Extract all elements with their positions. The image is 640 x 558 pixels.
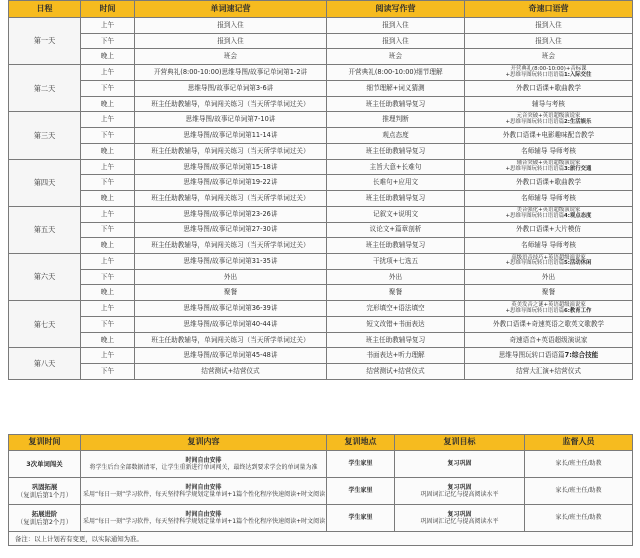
time-cell: 上午 [81, 348, 135, 364]
review-time-cell [9, 478, 81, 505]
schedule-header-cell: 时间 [81, 1, 135, 18]
oral-camp-topic: 1:入际交往 [563, 71, 592, 78]
reading-camp-cell: 主旨大意+长难句 [327, 159, 465, 175]
review-time-label: 拓展进阶 [31, 510, 58, 518]
oral-camp-cell: 外教口语课+电影趣味配音教学 [465, 128, 633, 144]
oral-camp-text-2: +思维导图玩转口语语篇 [505, 307, 564, 314]
oral-camp-cell: 外教口语课+奇速英语之歌英文歌教学 [465, 316, 633, 332]
oral-camp-topic: 7:综合技能 [564, 351, 599, 360]
review-table [8, 434, 633, 546]
review-time-label: 3次单词闯关 [26, 460, 63, 468]
time-cell: 下午 [81, 175, 135, 191]
review-row [9, 451, 633, 478]
oral-camp-text: 开营典礼(8:00-10:00)+音标课 [510, 65, 587, 72]
vocab-camp-cell: 班主任助教辅导，单词闯关练习（当天所学单词过关） [135, 96, 327, 112]
review-time-label: 巩固拓展 [31, 483, 58, 491]
schedule-row [9, 348, 633, 364]
oral-camp-cell: 报到入住 [465, 18, 633, 34]
review-note-row [9, 532, 633, 546]
vocab-camp-cell: 班主任助教辅导，单词闯关练习（当天所学单词过关） [135, 143, 327, 159]
reading-camp-cell: 干扰项+七选五 [327, 254, 465, 270]
reading-camp-cell: 短文改错+书面表达 [327, 316, 465, 332]
reading-camp-cell: 聚餐 [327, 285, 465, 301]
schedule-header-cell: 奇速口语营 [465, 1, 633, 18]
day-cell: 第八天 [9, 348, 81, 380]
time-cell: 上午 [81, 301, 135, 317]
review-header-cell: 复训内容 [81, 435, 327, 451]
oral-camp-cell [465, 348, 633, 364]
schedule-row [9, 206, 633, 222]
schedule-row [9, 316, 633, 332]
schedule-row [9, 222, 633, 238]
oral-camp-cell: 名师辅导 导师考核 [465, 238, 633, 254]
vocab-camp-cell: 聚餐 [135, 285, 327, 301]
vocab-camp-cell: 思维导图/故事记单词第40-44讲 [135, 316, 327, 332]
review-content-cell [81, 451, 327, 478]
reading-camp-cell: 推理判断 [327, 112, 465, 128]
time-cell: 下午 [81, 128, 135, 144]
vocab-camp-cell: 班主任助教辅导，单词闯关练习（当天所学单词过关） [135, 191, 327, 207]
oral-camp-cell: 结营大汇演+结营仪式 [465, 364, 633, 380]
oral-camp-cell: 外出 [465, 269, 633, 285]
time-cell: 晚上 [81, 191, 135, 207]
oral-camp-cell [465, 206, 633, 222]
reading-camp-cell: 书面表达+听力理解 [327, 348, 465, 364]
review-goal-title: 复习巩固 [447, 510, 472, 518]
review-goal-desc: 巩固词汇记忆与提高阅读水平 [420, 518, 499, 525]
reading-camp-cell: 长难句+应用文 [327, 175, 465, 191]
vocab-camp-cell: 思维导图/故事记单词第11-14讲 [135, 128, 327, 144]
oral-camp-cell [465, 254, 633, 270]
review-content-desc: 采用“每日一刻”学习软件，每天坚持科学规划定量单词+1篇个性化程序快速阅读+时文阅读 [83, 518, 326, 525]
oral-camp-cell: 聚餐 [465, 285, 633, 301]
schedule-row [9, 143, 633, 159]
review-place-cell: 学生家里 [327, 478, 395, 505]
vocab-camp-cell: 思维导图/故事记单词第19-22讲 [135, 175, 327, 191]
time-cell: 上午 [81, 112, 135, 128]
time-cell: 下午 [81, 269, 135, 285]
oral-camp-cell [465, 159, 633, 175]
review-time-sub: （复训后第2个月） [16, 518, 73, 526]
time-cell: 下午 [81, 364, 135, 380]
oral-camp-cell [465, 65, 633, 81]
schedule-row [9, 33, 633, 49]
schedule-row [9, 191, 633, 207]
reading-camp-cell: 报到入住 [327, 33, 465, 49]
oral-camp-cell: 辅导与考核 [465, 96, 633, 112]
vocab-camp-cell: 报到入住 [135, 33, 327, 49]
reading-camp-cell: 议论文+篇章剖析 [327, 222, 465, 238]
oral-camp-cell: 外教口语课+歌曲教学 [465, 80, 633, 96]
vocab-camp-cell: 班主任助教辅导，单词闯关练习（当天所学单词过关） [135, 238, 327, 254]
time-cell: 上午 [81, 254, 135, 270]
review-content-desc: 将学生后台全部数据清零，让学生重新进行单词闯关，最终达到要求学会的单词量为准 [89, 464, 318, 471]
day-cell: 第七天 [9, 301, 81, 348]
vocab-camp-cell: 班会 [135, 49, 327, 65]
schedule-row [9, 175, 633, 191]
reading-camp-cell: 班主任助教辅导复习 [327, 332, 465, 348]
review-goal-cell [395, 478, 525, 505]
oral-camp-text-2: +思维导图玩转口语语篇 [505, 71, 564, 78]
schedule-body [9, 18, 633, 380]
vocab-camp-cell: 思维导图/故事记单词第7-10讲 [135, 112, 327, 128]
oral-camp-text-2: +思维导图玩转口语语篇 [505, 260, 564, 267]
review-content-title: 时间自由安排 [185, 510, 222, 518]
oral-camp-text-2: +思维导图玩转口语语篇 [505, 118, 564, 125]
schedule-row [9, 96, 633, 112]
time-cell: 晚上 [81, 143, 135, 159]
schedule-row [9, 238, 633, 254]
reading-camp-cell: 细节理解+词义猜测 [327, 80, 465, 96]
schedule-row [9, 49, 633, 65]
review-time-sub: （复训后第1个月） [16, 491, 73, 499]
time-cell: 晚上 [81, 332, 135, 348]
review-content-cell [81, 478, 327, 505]
time-cell: 上午 [81, 206, 135, 222]
time-cell: 下午 [81, 316, 135, 332]
oral-camp-topic: 6:教育工作 [563, 307, 592, 314]
time-cell: 下午 [81, 80, 135, 96]
reading-camp-cell: 开营典礼(8:00-10:00)细节理解 [327, 65, 465, 81]
schedule-header-cell: 阅读写作营 [327, 1, 465, 18]
time-cell: 上午 [81, 159, 135, 175]
review-header-cell: 复训时间 [9, 435, 81, 451]
oral-camp-cell: 奇速语音+英语超级演说家 [465, 332, 633, 348]
review-content-cell [81, 505, 327, 532]
review-row [9, 478, 633, 505]
schedule-row [9, 269, 633, 285]
oral-camp-cell: 报到入住 [465, 33, 633, 49]
review-time-cell [9, 451, 81, 478]
reading-camp-cell: 班主任助教辅导复习 [327, 238, 465, 254]
oral-camp-topic: 4:观点态度 [563, 213, 592, 220]
vocab-camp-cell: 外出 [135, 269, 327, 285]
review-content-desc: 采用“每日一刻”学习软件，每天坚持科学规划定量单词+1篇个性化程序快速阅读+时文阅读 [83, 491, 326, 498]
review-header-cell: 监督人员 [525, 435, 633, 451]
vocab-camp-cell: 班主任助教辅导，单词闯关练习（当天所学单词过关） [135, 332, 327, 348]
review-goal-title: 复习巩固 [447, 483, 472, 491]
oral-camp-cell [465, 112, 633, 128]
review-supervisor-cell: 家长/班主任/助教 [525, 451, 633, 478]
schedule-row [9, 65, 633, 81]
oral-camp-text: 英美发音之谜+英语超级演说家 [511, 301, 586, 308]
review-goal-cell [395, 505, 525, 532]
review-note: 备注：以上计划若有变更，以实际通知为准。 [9, 532, 633, 546]
oral-camp-text: 辅音突破+英语超级演说家 [516, 160, 581, 167]
schedule-row [9, 364, 633, 380]
schedule-row [9, 112, 633, 128]
vocab-camp-cell: 思维导图/故事记单词第31-35讲 [135, 254, 327, 270]
day-cell: 第三天 [9, 112, 81, 159]
oral-camp-topic: 2:生活娱乐 [563, 118, 592, 125]
review-header-row [9, 435, 633, 451]
schedule-row [9, 332, 633, 348]
schedule-header-row [9, 1, 633, 18]
oral-camp-cell: 名师辅导 导师考核 [465, 191, 633, 207]
day-cell: 第一天 [9, 18, 81, 65]
reading-camp-cell: 观点态度 [327, 128, 465, 144]
vocab-camp-cell: 思维导图/故事记单词第36-39讲 [135, 301, 327, 317]
day-cell: 第四天 [9, 159, 81, 206]
oral-camp-text: 高级语音技巧+英语超级演说家 [511, 254, 586, 261]
vocab-camp-cell: 报到入住 [135, 18, 327, 34]
oral-camp-cell: 名师辅导 导师考核 [465, 143, 633, 159]
time-cell: 上午 [81, 65, 135, 81]
review-body [9, 451, 633, 546]
schedule-wrapper [8, 0, 632, 543]
vocab-camp-cell: 思维导图/故事记单词第45-48讲 [135, 348, 327, 364]
time-cell: 晚上 [81, 49, 135, 65]
review-place-cell: 学生家里 [327, 451, 395, 478]
time-cell: 下午 [81, 222, 135, 238]
reading-camp-cell: 班主任助教辅导复习 [327, 191, 465, 207]
vocab-camp-cell: 思维导图/故事记单词第3-6讲 [135, 80, 327, 96]
vocab-camp-cell: 思维导图/故事记单词第15-18讲 [135, 159, 327, 175]
review-content-title: 时间自由安排 [185, 483, 222, 491]
oral-camp-cell: 外教口语课+歌曲教学 [465, 175, 633, 191]
time-cell: 上午 [81, 18, 135, 34]
review-goal-title: 复习巩固 [447, 460, 472, 468]
schedule-row [9, 80, 633, 96]
vocab-camp-cell: 思维导图/故事记单词第23-26讲 [135, 206, 327, 222]
review-header-cell: 复训目标 [395, 435, 525, 451]
time-cell: 下午 [81, 33, 135, 49]
oral-camp-topic: 5:活动休闲 [563, 260, 592, 267]
oral-camp-topic: 3:旅行交通 [563, 165, 592, 172]
reading-camp-cell: 报到入住 [327, 18, 465, 34]
day-cell: 第二天 [9, 65, 81, 112]
review-header-cell: 复训地点 [327, 435, 395, 451]
oral-camp-text-2: +思维导图玩转口语语篇 [505, 165, 564, 172]
schedule-row [9, 301, 633, 317]
schedule-row [9, 285, 633, 301]
vocab-camp-cell: 思维导图/故事记单词第27-30讲 [135, 222, 327, 238]
review-time-cell [9, 505, 81, 532]
schedule-row [9, 254, 633, 270]
review-row [9, 505, 633, 532]
review-supervisor-cell: 家长/班主任/助教 [525, 505, 633, 532]
day-cell: 第六天 [9, 254, 81, 301]
schedule-row [9, 18, 633, 34]
oral-camp-text: 思维导图玩转口语语篇 [498, 351, 565, 360]
vocab-camp-cell: 开营典礼(8:00-10:00)思维导图/故事记单词第1-2讲 [135, 65, 327, 81]
reading-camp-cell: 外出 [327, 269, 465, 285]
schedule-row [9, 128, 633, 144]
reading-camp-cell: 班会 [327, 49, 465, 65]
day-cell: 第五天 [9, 206, 81, 253]
review-goal-desc: 巩固词汇记忆与提高阅读水平 [420, 491, 499, 498]
reading-camp-cell: 记叙文+说明文 [327, 206, 465, 222]
reading-camp-cell: 班主任助教辅导复习 [327, 143, 465, 159]
time-cell: 晚上 [81, 238, 135, 254]
review-goal-cell [395, 451, 525, 478]
oral-camp-cell: 班会 [465, 49, 633, 65]
review-place-cell: 学生家里 [327, 505, 395, 532]
review-supervisor-cell: 家长/班主任/助教 [525, 478, 633, 505]
reading-camp-cell: 完形填空+语法填空 [327, 301, 465, 317]
reading-camp-cell: 班主任助教辅导复习 [327, 96, 465, 112]
schedule-table [8, 0, 633, 380]
schedule-header-cell: 日程 [9, 1, 81, 18]
oral-camp-text: 元音突破+英语超级演说家 [516, 112, 581, 119]
time-cell: 晚上 [81, 285, 135, 301]
schedule-row [9, 159, 633, 175]
oral-camp-text: 美音强化+英语超级演说家 [516, 207, 581, 214]
schedule-header-cell: 单词速记营 [135, 1, 327, 18]
vocab-camp-cell: 结营测试+结营仪式 [135, 364, 327, 380]
oral-camp-cell: 外教口语课+大片模仿 [465, 222, 633, 238]
oral-camp-cell [465, 301, 633, 317]
time-cell: 晚上 [81, 96, 135, 112]
review-content-title: 时间自由安排 [185, 456, 222, 464]
reading-camp-cell: 结营测试+结营仪式 [327, 364, 465, 380]
oral-camp-text-2: +思维导图玩转口语语篇 [505, 213, 564, 220]
